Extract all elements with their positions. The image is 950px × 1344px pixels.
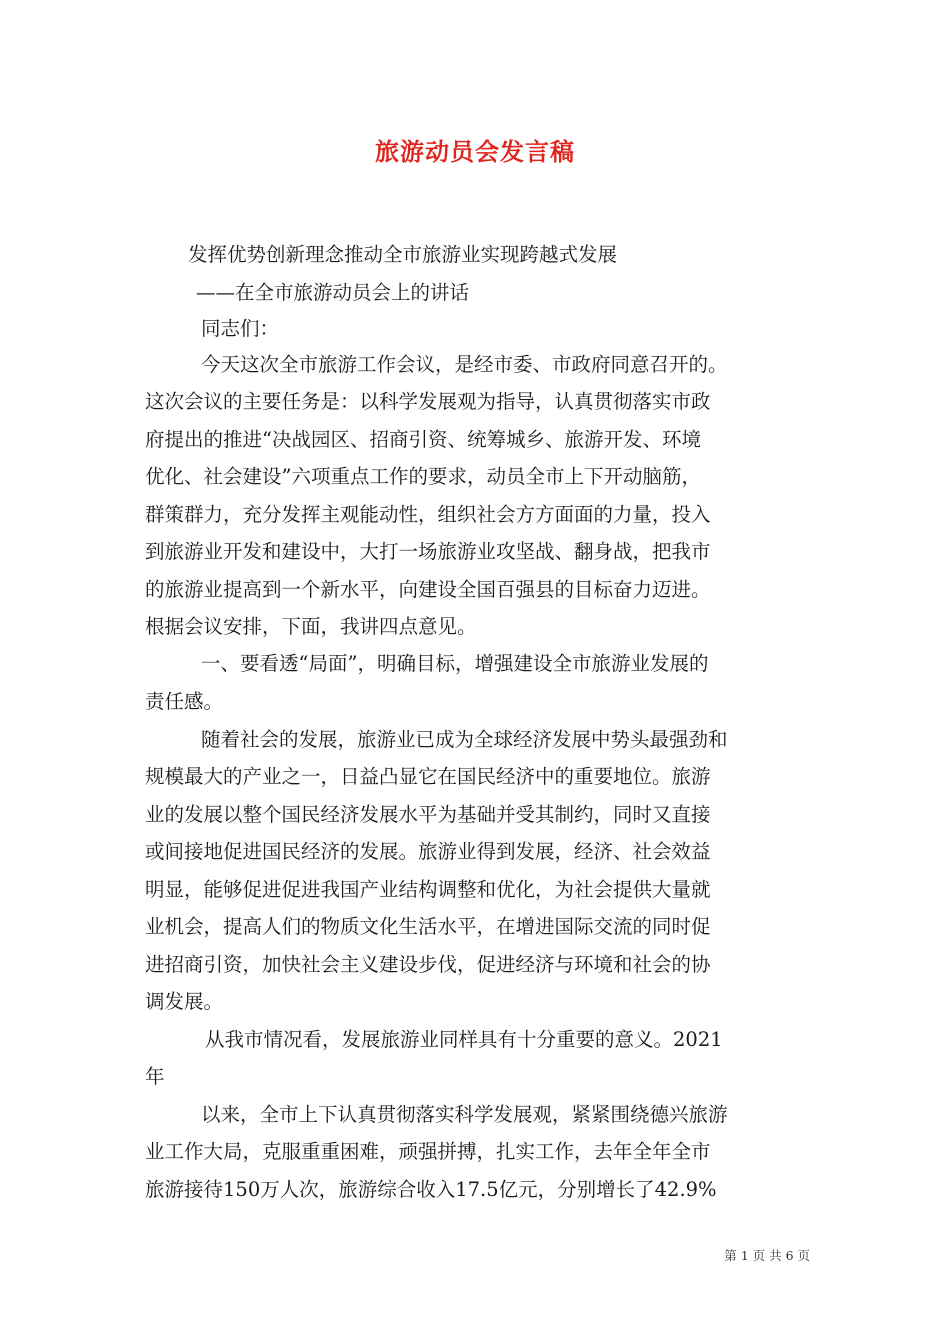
speech-subtitle: 发挥优势创新理念推动全市旅游业实现跨越式发展 — [188, 243, 618, 266]
paragraph-line: 调发展。 — [145, 990, 224, 1013]
document-title: 旅游动员会发言稿 — [375, 138, 575, 166]
paragraph-line: 随着社会的发展，旅游业已成为全球经济发展中势头最强劲和 — [201, 728, 728, 751]
paragraph-line: 规模最大的产业之一，日益凸显它在国民经济中的重要地位。旅游 — [145, 765, 711, 788]
paragraph-line: 业的发展以整个国民经济发展水平为基础并受其制约，同时又直接 — [145, 803, 711, 826]
page-indicator: 第 1 页 共 6 页 — [724, 1248, 810, 1263]
paragraph-line: 群策群力，充分发挥主观能动性，组织社会方方面面的力量，投入 — [145, 503, 711, 526]
paragraph-line: 进招商引资，加快社会主义建设步伐，促进经济与环境和社会的协 — [145, 953, 711, 976]
section-heading: 责任感。 — [145, 690, 224, 713]
paragraph-line: 到旅游业开发和建设中，大打一场旅游业攻坚战、翻身战，把我市 — [145, 540, 711, 563]
paragraph-line: 年 — [145, 1065, 165, 1088]
paragraph-line: 根据会议安排，下面，我讲四点意见。 — [145, 615, 477, 638]
paragraph-line: 从我市情况看，发展旅游业同样具有十分重要的意义。2021 — [205, 1028, 723, 1051]
paragraph-line: 以来，全市上下认真贯彻落实科学发展观，紧紧围绕德兴旅游 — [201, 1103, 728, 1126]
greeting: 同志们： — [201, 317, 280, 340]
speech-note: ——在全市旅游动员会上的讲话 — [196, 281, 470, 304]
paragraph-line: 或间接地促进国民经济的发展。旅游业得到发展，经济、社会效益 — [145, 840, 711, 863]
section-heading: 一、要看透“局面”，明确目标，增强建设全市旅游业发展的 — [201, 652, 709, 675]
paragraph-line: 今天这次全市旅游工作会议，是经市委、市政府同意召开的。 — [201, 353, 728, 376]
paragraph-line: 的旅游业提高到一个新水平，向建设全国百强县的目标奋力迈进。 — [145, 578, 711, 601]
paragraph-line: 旅游接待150万人次，旅游综合收入17.5亿元，分别增长了42.9% — [145, 1178, 717, 1201]
paragraph-line: 业机会，提高人们的物质文化生活水平，在增进国际交流的同时促 — [145, 915, 711, 938]
paragraph-line: 业工作大局，克服重重困难，顽强拼搏，扎实工作，去年全年全市 — [145, 1140, 711, 1163]
paragraph-line: 府提出的推进“决战园区、招商引资、统筹城乡、旅游开发、环境 — [145, 428, 701, 451]
paragraph-line: 这次会议的主要任务是：以科学发展观为指导，认真贯彻落实市政 — [145, 390, 711, 413]
paragraph-line: 优化、社会建设”六项重点工作的要求，动员全市上下开动脑筋， — [145, 465, 701, 488]
paragraph-line: 明显，能够促进促进我国产业结构调整和优化，为社会提供大量就 — [145, 878, 711, 901]
